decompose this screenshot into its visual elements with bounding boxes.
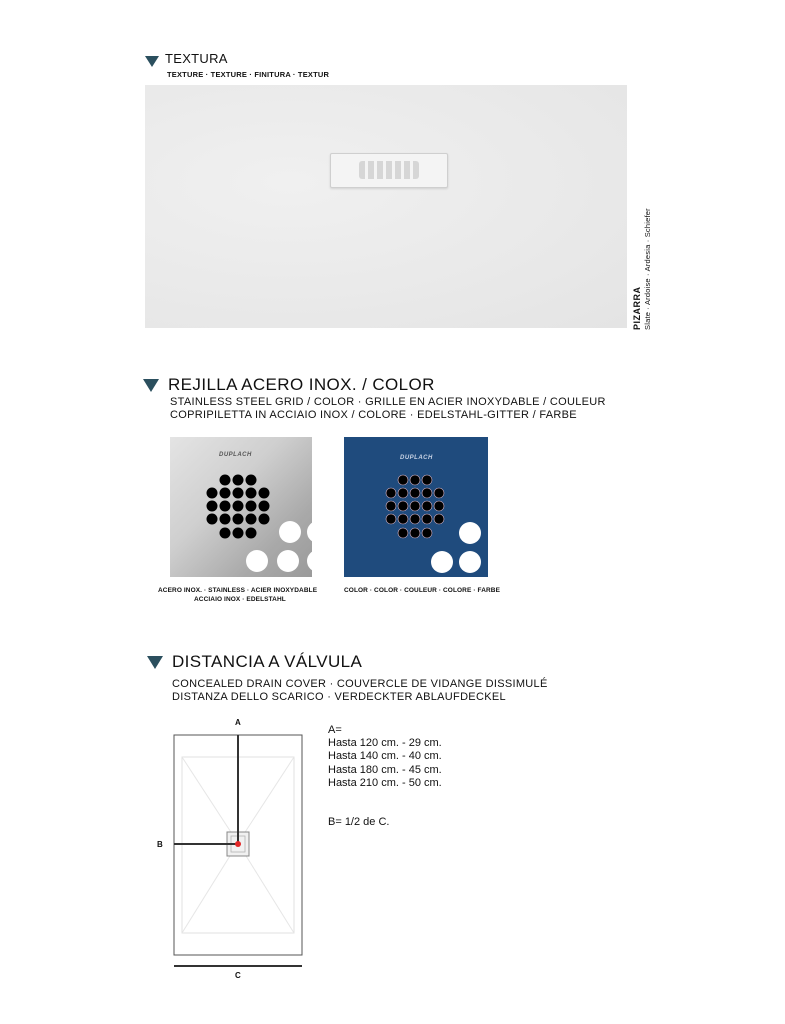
dim-label-b: B [157,840,163,849]
brand-logo: DUPLACH [400,455,433,461]
section-marker-icon [147,656,163,669]
steel-grid-photo [170,437,312,577]
steel-caption-1: ACERO INOX. · STAINLESS · ACIER INOXYDABLE [158,587,318,594]
distance-subtitle-2: DISTANZA DELLO SCARICO · VERDECKTER ABLAUFDECKEL [172,691,506,703]
texture-photo [145,85,627,328]
drain-cover [330,153,448,188]
dim-line-1: Hasta 120 cm. - 29 cm. [328,737,442,749]
texture-vertical-label [620,195,660,330]
grid-subtitle-1: STAINLESS STEEL GRID / COLOR · GRILLE EN ACIER INOXYDABLE / COULEUR [170,396,606,408]
color-grid-holes [344,437,488,577]
texture-subtitle: TEXTURE · TEXTURE · FINITURA · TEXTUR [167,70,330,79]
section-marker-icon [145,56,159,67]
grid-title: REJILLA ACERO INOX. / COLOR [168,375,435,394]
dim-a-header: A= [328,724,342,736]
section-marker-icon [143,379,159,392]
dim-line-2: Hasta 140 cm. - 40 cm. [328,750,442,762]
dim-label-c: C [235,971,241,980]
dim-line-3: Hasta 180 cm. - 45 cm. [328,764,442,776]
dim-line-4: Hasta 210 cm. - 50 cm. [328,777,442,789]
distance-title: DISTANCIA A VÁLVULA [172,652,363,671]
drain-distance-diagram [152,715,322,985]
brand-logo: DUPLACH [219,452,252,458]
texture-title: TEXTURA [165,51,228,66]
steel-grid-holes [170,437,312,577]
grid-subtitle-2: COPRIPILETTA IN ACCIAIO INOX / COLORE · EDELSTAHL-GITTER / FARBE [170,409,577,421]
color-caption: COLOR · COLOR · COULEUR · COLORE · FARBE [344,587,501,594]
texture-name: PIZARRA [632,286,642,330]
texture-name-translations: Slate · Ardoise · Ardesia · Schiefer [643,208,652,330]
distance-subtitle-1: CONCEALED DRAIN COVER · COUVERCLE DE VIDANGE DISSIMULÉ [172,678,548,690]
dim-b-rule: B= 1/2 de C. [328,816,390,828]
color-grid-photo [344,437,488,577]
steel-caption-2: ACCIAIO INOX · EDELSTAHL [194,596,286,603]
dim-label-a: A [235,718,241,727]
drain-slots [359,161,419,179]
